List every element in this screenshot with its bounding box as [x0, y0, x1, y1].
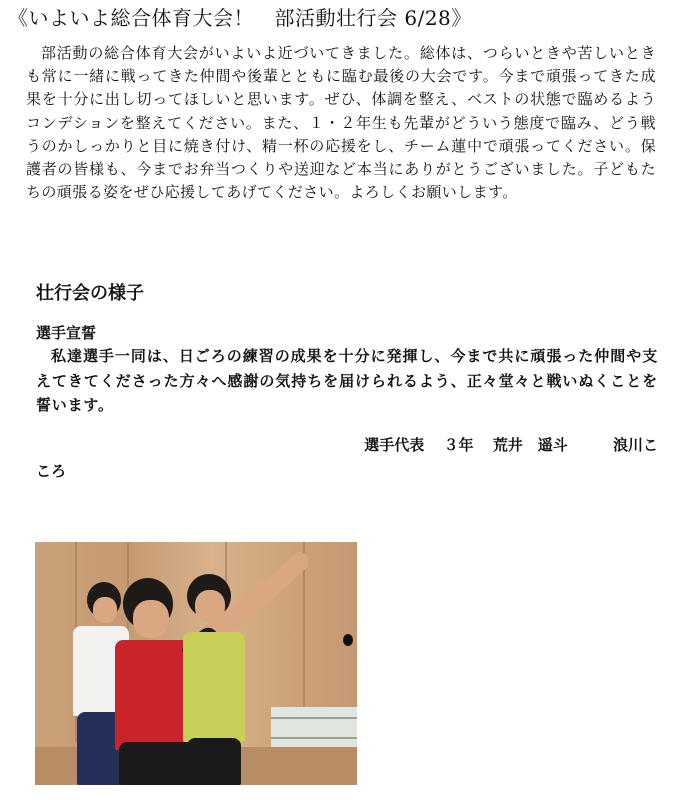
intro-section	[26, 42, 656, 204]
representative-block	[36, 432, 658, 484]
student-face	[195, 590, 225, 622]
student-face	[133, 600, 169, 638]
students-oath-photo	[35, 542, 357, 785]
intro-paragraph: 部活動の総合体育大会がいよいよ近づいてきました。総体は、つらいときや苦しいときも常に一緒に戦ってきた仲間や後輩とともに臨む最後の大会です。今まで頑張ってきた成果を十分に出し切ってほしいと思います。ぜひ、体調を整え、ベストの状態で臨めるようコンデションを整えてください。また、１・２年生も先輩がどういう態度で臨み、どう戦うのかしっかりと目に焼き付け、精一杯の応援をし、チーム蓮中で頑張ってください。保護者の皆様も、今までお弁当つくりや送迎など本当にありがとうございました。子どもたちの頑張る姿をぜひ応援してあげてください。よろしくお願いします。	[26, 44, 656, 202]
section-heading: 壮行会の様子	[36, 283, 144, 304]
representative-name-2: 浪川こ	[612, 436, 658, 454]
window-bar	[271, 717, 357, 719]
representative-grade: ３年	[443, 436, 474, 454]
oath-section	[36, 344, 658, 418]
student-pants	[187, 738, 241, 785]
page-title: 《いよいよ総合体育大会！ 部活動壮行会 6/28》	[8, 6, 472, 30]
student-face	[93, 597, 117, 623]
representative-name-1: 荒井 遥斗	[492, 436, 568, 454]
representative-title: 選手代表	[364, 436, 425, 454]
representative-line	[36, 432, 658, 458]
student-shirt	[183, 632, 245, 742]
representative-name-2-continued: ころ	[36, 462, 67, 480]
oath-label: 選手宣誓	[36, 324, 97, 342]
window-bar	[271, 737, 357, 739]
oath-text: 私達選手一同は、日ごろの練習の成果を十分に発揮し、今まで共に頑張った仲間や支えてきてくださった方々へ感謝の気持ちを届けられるよう、正々堂々と戦いぬくことを誓います。	[36, 347, 658, 414]
microphone-icon	[343, 634, 353, 646]
